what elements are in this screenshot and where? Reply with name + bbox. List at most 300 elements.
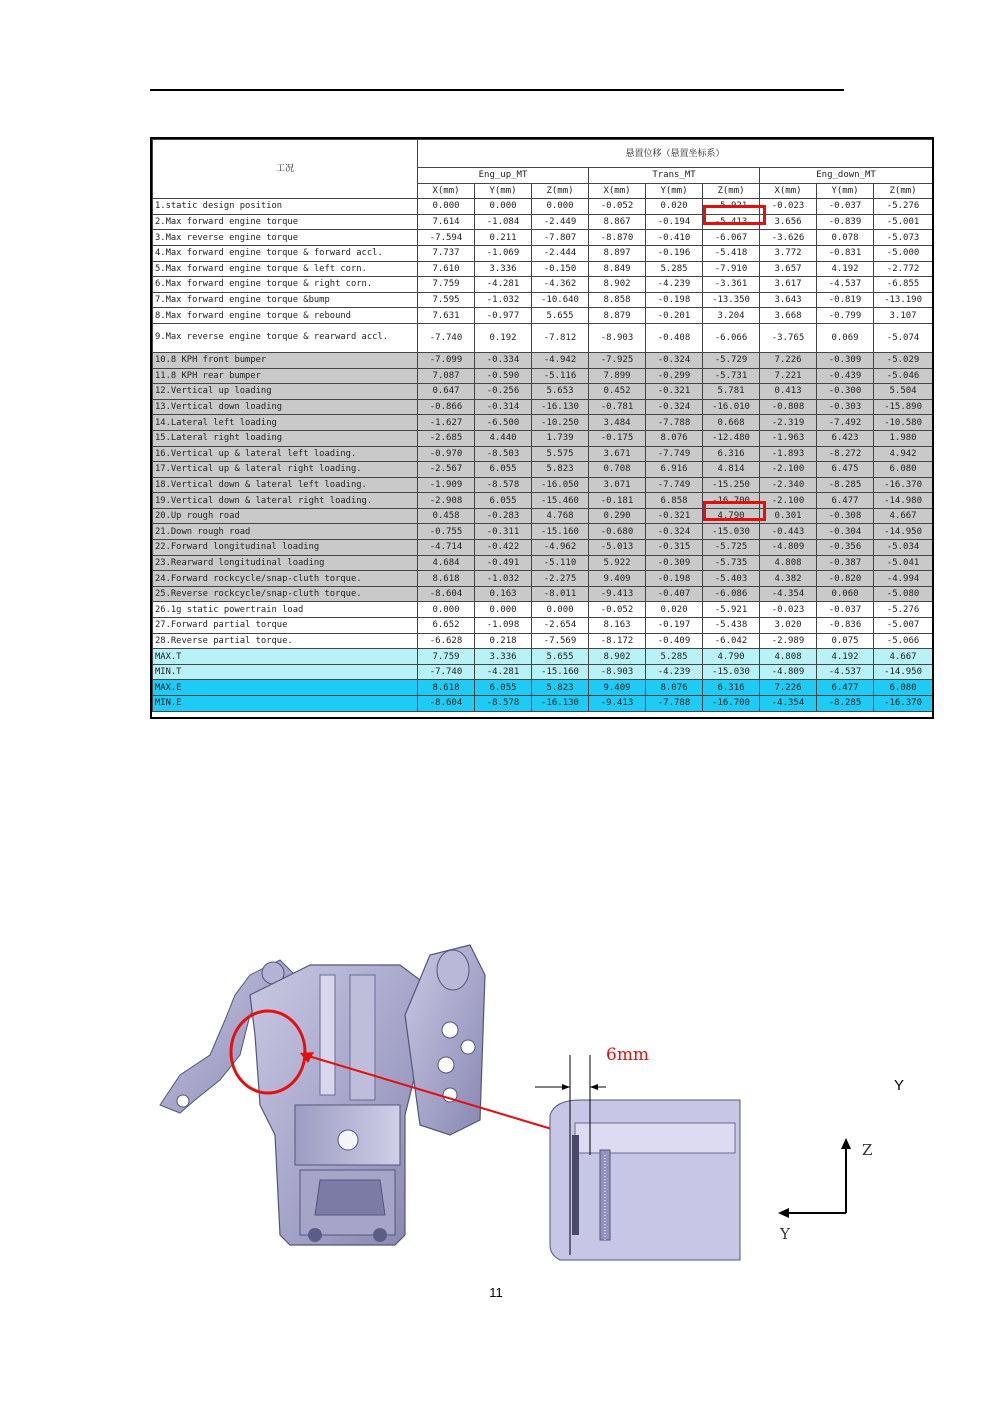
- value-cell: -2.444: [532, 245, 589, 261]
- value-cell: -0.181: [589, 493, 646, 509]
- value-cell: 0.000: [532, 199, 589, 215]
- value-cell: -5.041: [874, 555, 933, 571]
- value-cell: 5.285: [646, 649, 703, 665]
- value-cell: -0.407: [646, 586, 703, 602]
- table-row: [153, 586, 933, 602]
- condition-cell: 11.8 KPH rear bumper: [153, 368, 418, 384]
- value-cell: 0.060: [817, 586, 874, 602]
- mount-lugs: [405, 945, 485, 1135]
- value-cell: -2.685: [418, 430, 475, 446]
- value-cell: 8.618: [418, 571, 475, 587]
- condition-cell: 19.Vertical down & lateral right loading.: [153, 493, 418, 509]
- value-cell: -5.438: [703, 618, 760, 634]
- value-cell: -0.023: [760, 602, 817, 618]
- value-cell: -7.749: [646, 477, 703, 493]
- value-cell: 6.080: [874, 462, 933, 478]
- value-cell: 0.452: [589, 384, 646, 400]
- value-cell: -0.037: [817, 199, 874, 215]
- value-cell: 6.475: [817, 462, 874, 478]
- table-row: [153, 649, 933, 665]
- value-cell: -0.198: [646, 292, 703, 308]
- value-cell: 4.808: [760, 649, 817, 665]
- value-cell: -0.820: [817, 571, 874, 587]
- value-cell: -7.749: [646, 446, 703, 462]
- table-row: [153, 571, 933, 587]
- value-cell: -7.492: [817, 415, 874, 431]
- condition-cell: 13.Vertical down loading: [153, 399, 418, 415]
- value-cell: -0.300: [817, 384, 874, 400]
- value-cell: 9.409: [589, 680, 646, 696]
- value-cell: 0.000: [532, 602, 589, 618]
- table-row: [153, 446, 933, 462]
- value-cell: -15.250: [703, 477, 760, 493]
- value-cell: -0.422: [475, 540, 532, 556]
- value-cell: -16.010: [703, 399, 760, 415]
- value-cell: -15.160: [532, 664, 589, 680]
- value-cell: -15.890: [874, 399, 933, 415]
- value-cell: 0.192: [475, 323, 532, 352]
- value-cell: -7.788: [646, 415, 703, 431]
- table-row: [153, 633, 933, 649]
- value-cell: 0.000: [475, 602, 532, 618]
- value-cell: 5.653: [532, 384, 589, 400]
- table-row: [153, 462, 933, 478]
- value-cell: -5.001: [874, 214, 933, 230]
- value-cell: -8.903: [589, 664, 646, 680]
- value-cell: -0.356: [817, 540, 874, 556]
- value-cell: -0.023: [760, 199, 817, 215]
- value-cell: 7.737: [418, 245, 475, 261]
- value-cell: 4.684: [418, 555, 475, 571]
- value-cell: 6.652: [418, 618, 475, 634]
- condition-cell: 26.1g static powertrain load: [153, 602, 418, 618]
- value-cell: -4.809: [760, 664, 817, 680]
- coordinate-axes: [778, 1138, 851, 1218]
- value-cell: -6.500: [475, 415, 532, 431]
- value-cell: -7.812: [532, 323, 589, 352]
- value-cell: -6.855: [874, 277, 933, 293]
- value-cell: -5.080: [874, 586, 933, 602]
- value-cell: 3.484: [589, 415, 646, 431]
- value-cell: -4.239: [646, 664, 703, 680]
- value-cell: 6.055: [475, 493, 532, 509]
- condition-cell: 15.Lateral right loading: [153, 430, 418, 446]
- value-cell: 7.221: [760, 368, 817, 384]
- dimension-label: 6mm: [606, 1045, 650, 1065]
- value-cell: -1.032: [475, 292, 532, 308]
- value-cell: -16.130: [532, 399, 589, 415]
- value-cell: 0.668: [703, 415, 760, 431]
- value-cell: 0.218: [475, 633, 532, 649]
- value-cell: 5.285: [646, 261, 703, 277]
- value-cell: -7.099: [418, 352, 475, 368]
- page-number: 11: [489, 1285, 503, 1300]
- value-cell: -0.443: [760, 524, 817, 540]
- value-cell: 8.163: [589, 618, 646, 634]
- value-cell: -8.285: [817, 696, 874, 712]
- value-cell: -1.069: [475, 245, 532, 261]
- value-cell: -2.908: [418, 493, 475, 509]
- value-cell: 6.477: [817, 680, 874, 696]
- value-cell: -8.172: [589, 633, 646, 649]
- condition-cell: 24.Forward rockcycle/snap-cluth torque.: [153, 571, 418, 587]
- value-cell: 8.879: [589, 308, 646, 324]
- displacement-table: [150, 137, 934, 719]
- value-cell: 0.075: [817, 633, 874, 649]
- value-cell: -0.836: [817, 618, 874, 634]
- table-row: [153, 368, 933, 384]
- value-cell: -7.594: [418, 230, 475, 246]
- value-cell: 7.631: [418, 308, 475, 324]
- value-cell: 0.211: [475, 230, 532, 246]
- value-cell: 6.055: [475, 680, 532, 696]
- value-cell: -8.870: [589, 230, 646, 246]
- value-cell: -5.066: [874, 633, 933, 649]
- value-cell: -8.604: [418, 586, 475, 602]
- value-cell: -0.324: [646, 352, 703, 368]
- value-cell: -1.893: [760, 446, 817, 462]
- value-cell: -0.052: [589, 602, 646, 618]
- value-cell: -2.100: [760, 493, 817, 509]
- value-cell: 0.000: [418, 602, 475, 618]
- value-cell: -5.921: [703, 199, 760, 215]
- value-cell: -16.370: [874, 696, 933, 712]
- value-cell: -0.590: [475, 368, 532, 384]
- value-cell: -2.319: [760, 415, 817, 431]
- value-cell: 3.656: [760, 214, 817, 230]
- value-cell: -1.084: [475, 214, 532, 230]
- value-cell: 7.759: [418, 649, 475, 665]
- value-cell: 0.413: [760, 384, 817, 400]
- value-cell: 8.858: [589, 292, 646, 308]
- value-cell: -0.866: [418, 399, 475, 415]
- value-cell: 7.595: [418, 292, 475, 308]
- value-cell: -10.250: [532, 415, 589, 431]
- table-row: [153, 261, 933, 277]
- value-cell: -15.030: [703, 524, 760, 540]
- condition-cell: 1.static design position: [153, 199, 418, 215]
- value-cell: 7.226: [760, 680, 817, 696]
- value-cell: -0.387: [817, 555, 874, 571]
- value-cell: 0.069: [817, 323, 874, 352]
- table-row: [153, 245, 933, 261]
- value-cell: -1.909: [418, 477, 475, 493]
- header-rule: [150, 89, 844, 91]
- value-cell: -0.201: [646, 308, 703, 324]
- value-cell: 7.759: [418, 277, 475, 293]
- value-cell: -0.324: [646, 524, 703, 540]
- axis-header: X(mm): [589, 183, 646, 199]
- value-cell: -13.350: [703, 292, 760, 308]
- value-cell: 3.071: [589, 477, 646, 493]
- value-cell: 3.617: [760, 277, 817, 293]
- value-cell: -4.239: [646, 277, 703, 293]
- value-cell: -4.942: [532, 352, 589, 368]
- value-cell: -2.275: [532, 571, 589, 587]
- value-cell: -0.334: [475, 352, 532, 368]
- axis-header: Z(mm): [532, 183, 589, 199]
- value-cell: -2.100: [760, 462, 817, 478]
- value-cell: 3.643: [760, 292, 817, 308]
- value-cell: -6.066: [703, 323, 760, 352]
- value-cell: 4.382: [760, 571, 817, 587]
- value-cell: -0.410: [646, 230, 703, 246]
- value-cell: -5.046: [874, 368, 933, 384]
- table-row: [153, 493, 933, 509]
- highlight-box-row1: [703, 205, 766, 225]
- value-cell: 5.504: [874, 384, 933, 400]
- value-cell: 8.902: [589, 649, 646, 665]
- condition-cell: 20.Up rough road: [153, 508, 418, 524]
- condition-cell: MIN.E: [153, 696, 418, 712]
- value-cell: 6.477: [817, 493, 874, 509]
- detail-section-view: [535, 1055, 740, 1260]
- mount-header: Trans_MT: [589, 168, 760, 184]
- value-cell: 4.768: [532, 508, 589, 524]
- condition-cell: 18.Vertical down & lateral left loading.: [153, 477, 418, 493]
- value-cell: 8.076: [646, 680, 703, 696]
- value-cell: 4.790: [703, 508, 760, 524]
- value-cell: 3.336: [475, 261, 532, 277]
- value-cell: 0.708: [589, 462, 646, 478]
- value-cell: -6.042: [703, 633, 760, 649]
- value-cell: 6.423: [817, 430, 874, 446]
- value-cell: -0.321: [646, 508, 703, 524]
- condition-cell: 5.Max forward engine torque & left corn.: [153, 261, 418, 277]
- axis-header: X(mm): [760, 183, 817, 199]
- value-cell: 5.823: [532, 462, 589, 478]
- table-row: [153, 524, 933, 540]
- value-cell: 0.301: [760, 508, 817, 524]
- value-cell: -5.276: [874, 602, 933, 618]
- value-cell: 6.055: [475, 462, 532, 478]
- condition-cell: 4.Max forward engine torque & forward accl.: [153, 245, 418, 261]
- condition-cell: 17.Vertical up & lateral right loading.: [153, 462, 418, 478]
- value-cell: -7.740: [418, 664, 475, 680]
- value-cell: 0.020: [646, 602, 703, 618]
- condition-cell: 23.Rearward longitudinal loading: [153, 555, 418, 571]
- value-cell: -4.962: [532, 540, 589, 556]
- mount-header: Eng_down_MT: [760, 168, 933, 184]
- value-cell: -5.729: [703, 352, 760, 368]
- value-cell: -0.037: [817, 602, 874, 618]
- value-cell: -2.567: [418, 462, 475, 478]
- value-cell: -2.340: [760, 477, 817, 493]
- axis-header: Z(mm): [874, 183, 933, 199]
- value-cell: -16.700: [703, 493, 760, 509]
- value-cell: -5.418: [703, 245, 760, 261]
- value-cell: -16.130: [532, 696, 589, 712]
- value-cell: -5.074: [874, 323, 933, 352]
- table-row: [153, 399, 933, 415]
- value-cell: -0.309: [817, 352, 874, 368]
- value-cell: -5.276: [874, 199, 933, 215]
- table-row: [153, 384, 933, 400]
- value-cell: -0.194: [646, 214, 703, 230]
- value-cell: -5.921: [703, 602, 760, 618]
- table-row: [153, 508, 933, 524]
- value-cell: 5.922: [589, 555, 646, 571]
- table-row: [153, 430, 933, 446]
- value-cell: -0.439: [817, 368, 874, 384]
- value-cell: 9.409: [589, 571, 646, 587]
- value-cell: -8.503: [475, 446, 532, 462]
- value-cell: -0.283: [475, 508, 532, 524]
- value-cell: -0.977: [475, 308, 532, 324]
- value-cell: 7.899: [589, 368, 646, 384]
- value-cell: -0.324: [646, 399, 703, 415]
- value-cell: -16.370: [874, 477, 933, 493]
- value-cell: 0.163: [475, 586, 532, 602]
- value-cell: 4.942: [874, 446, 933, 462]
- value-cell: -0.819: [817, 292, 874, 308]
- value-cell: -5.034: [874, 540, 933, 556]
- value-cell: -5.403: [703, 571, 760, 587]
- value-cell: -4.362: [532, 277, 589, 293]
- value-cell: -0.052: [589, 199, 646, 215]
- mount-header: Eng_up_MT: [418, 168, 589, 184]
- value-cell: 4.192: [817, 649, 874, 665]
- table-row: [153, 308, 933, 324]
- value-cell: 7.226: [760, 352, 817, 368]
- value-cell: 0.078: [817, 230, 874, 246]
- condition-cell: 28.Reverse partial torque.: [153, 633, 418, 649]
- value-cell: 5.655: [532, 649, 589, 665]
- value-cell: 4.440: [475, 430, 532, 446]
- value-cell: -4.537: [817, 664, 874, 680]
- value-cell: -0.309: [646, 555, 703, 571]
- value-cell: -0.408: [646, 323, 703, 352]
- value-cell: -1.098: [475, 618, 532, 634]
- value-cell: -10.640: [532, 292, 589, 308]
- condition-cell: 8.Max forward engine torque & rebound: [153, 308, 418, 324]
- value-cell: -5.116: [532, 368, 589, 384]
- value-cell: 3.204: [703, 308, 760, 324]
- value-cell: -4.537: [817, 277, 874, 293]
- value-cell: -0.304: [817, 524, 874, 540]
- value-cell: -3.765: [760, 323, 817, 352]
- axis-header: Y(mm): [646, 183, 703, 199]
- axis-header: Z(mm): [703, 183, 760, 199]
- value-cell: -4.281: [475, 664, 532, 680]
- value-cell: -0.314: [475, 399, 532, 415]
- value-cell: -8.578: [475, 477, 532, 493]
- table-row: [153, 415, 933, 431]
- value-cell: 8.849: [589, 261, 646, 277]
- condition-cell: 9.Max reverse engine torque & rearward accl.: [153, 323, 418, 352]
- value-cell: -6.067: [703, 230, 760, 246]
- value-cell: -0.321: [646, 384, 703, 400]
- table-row: [153, 664, 933, 680]
- value-cell: 6.080: [874, 680, 933, 696]
- value-cell: 0.000: [475, 199, 532, 215]
- table-row: [153, 602, 933, 618]
- value-cell: -5.007: [874, 618, 933, 634]
- value-cell: -0.256: [475, 384, 532, 400]
- value-cell: -0.315: [646, 540, 703, 556]
- value-cell: -0.781: [589, 399, 646, 415]
- value-cell: 1.739: [532, 430, 589, 446]
- value-cell: -5.735: [703, 555, 760, 571]
- value-cell: 5.781: [703, 384, 760, 400]
- condition-header: 工况: [153, 140, 418, 199]
- value-cell: -8.011: [532, 586, 589, 602]
- value-cell: 3.671: [589, 446, 646, 462]
- value-cell: -7.807: [532, 230, 589, 246]
- value-cell: -1.963: [760, 430, 817, 446]
- value-cell: -16.050: [532, 477, 589, 493]
- value-cell: 1.980: [874, 430, 933, 446]
- condition-cell: 10.8 KPH front bumper: [153, 352, 418, 368]
- value-cell: -0.680: [589, 524, 646, 540]
- value-cell: 6.916: [646, 462, 703, 478]
- value-cell: -7.910: [703, 261, 760, 277]
- value-cell: -2.654: [532, 618, 589, 634]
- mount-body: [250, 965, 420, 1245]
- value-cell: -4.994: [874, 571, 933, 587]
- condition-cell: 6.Max forward engine torque & right corn.: [153, 277, 418, 293]
- value-cell: -0.311: [475, 524, 532, 540]
- value-cell: -10.580: [874, 415, 933, 431]
- value-cell: -5.110: [532, 555, 589, 571]
- stray-y-label: Y: [894, 1077, 905, 1094]
- value-cell: -6.628: [418, 633, 475, 649]
- value-cell: 4.667: [874, 508, 933, 524]
- table-row: [153, 277, 933, 293]
- table-row: [153, 555, 933, 571]
- condition-cell: MIN.T: [153, 664, 418, 680]
- value-cell: 5.823: [532, 680, 589, 696]
- value-cell: -4.809: [760, 540, 817, 556]
- value-cell: -0.303: [817, 399, 874, 415]
- table-row: [153, 292, 933, 308]
- value-cell: -8.578: [475, 696, 532, 712]
- value-cell: -4.354: [760, 586, 817, 602]
- value-cell: 3.668: [760, 308, 817, 324]
- value-cell: -0.755: [418, 524, 475, 540]
- value-cell: -0.196: [646, 245, 703, 261]
- value-cell: -15.030: [703, 664, 760, 680]
- value-cell: -5.725: [703, 540, 760, 556]
- value-cell: -15.160: [532, 524, 589, 540]
- value-cell: 3.020: [760, 618, 817, 634]
- value-cell: -1.627: [418, 415, 475, 431]
- condition-cell: 22.Forward longitudinal loading: [153, 540, 418, 556]
- condition-cell: 2.Max forward engine torque: [153, 214, 418, 230]
- value-cell: -7.569: [532, 633, 589, 649]
- axis-header: X(mm): [418, 183, 475, 199]
- value-cell: -16.700: [703, 696, 760, 712]
- value-cell: -0.831: [817, 245, 874, 261]
- value-cell: -0.175: [589, 430, 646, 446]
- value-cell: 4.808: [760, 555, 817, 571]
- condition-cell: 16.Vertical up & lateral left loading.: [153, 446, 418, 462]
- value-cell: 8.867: [589, 214, 646, 230]
- value-cell: 6.316: [703, 680, 760, 696]
- value-cell: -5.029: [874, 352, 933, 368]
- table-row: [153, 230, 933, 246]
- condition-cell: MAX.T: [153, 649, 418, 665]
- group-header: 悬置位移（悬置坐标系）: [418, 140, 933, 168]
- value-cell: 3.336: [475, 649, 532, 665]
- table-row: [153, 199, 933, 215]
- value-cell: -3.361: [703, 277, 760, 293]
- value-cell: -7.925: [589, 352, 646, 368]
- value-cell: -8.285: [817, 477, 874, 493]
- value-cell: 8.897: [589, 245, 646, 261]
- value-cell: 3.107: [874, 308, 933, 324]
- value-cell: -5.013: [589, 540, 646, 556]
